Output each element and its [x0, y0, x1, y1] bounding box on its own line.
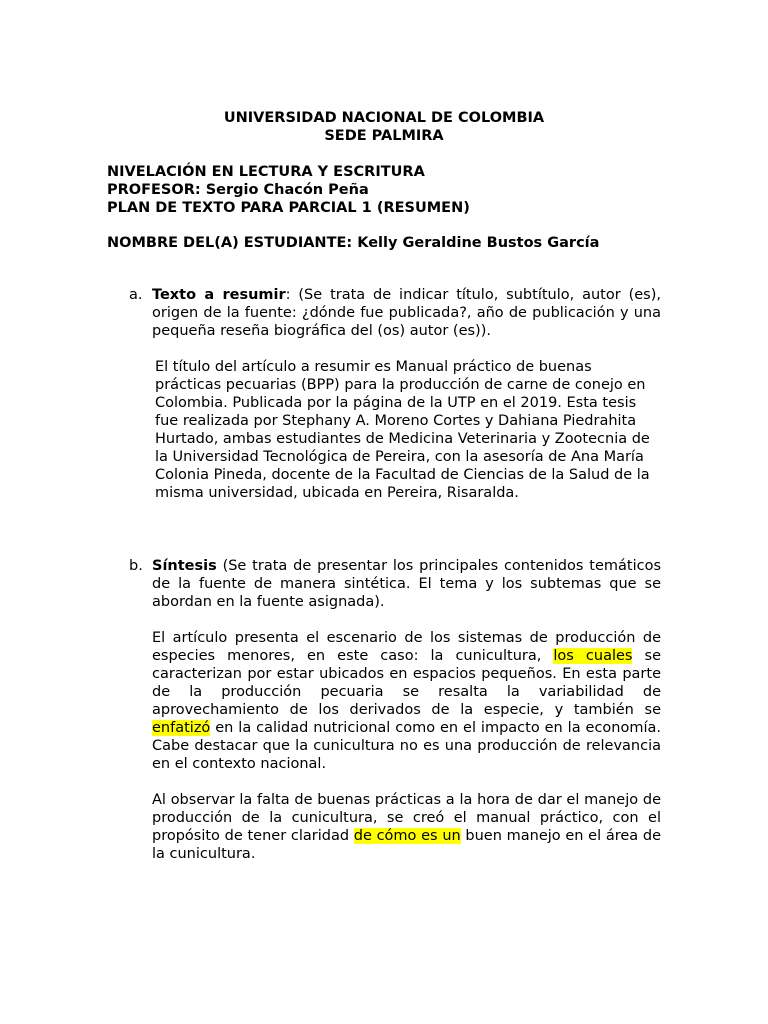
item-b-instruction-text: (Se trata de presentar los principales contenidos temáticos de la fuente de manera sintética. El tema y los subtemas que se abordan en la fuente asignada).: [152, 558, 661, 610]
course-title: NIVELACIÓN EN LECTURA Y ESCRITURA: [107, 164, 425, 180]
p2-text-2: buen manejo en el área de la cunicultura.: [152, 828, 662, 862]
list-item-b: [129, 557, 662, 863]
highlight-enfatizo: enfatizó: [152, 720, 211, 736]
course-info: [107, 163, 667, 217]
p1-text-3: en la calidad nutricional como en el impacto en la economía. Cabe destacar que la cunicultura no es una producción de relevancia en el contexto nacional.: [152, 720, 661, 772]
p1-text-2: se caracterizan por estar ubicados en espacios pequeños. En esta parte de la producción pecuaria se resalta la variabilidad de aprovechamiento de los derivados de la especie, y también se: [152, 648, 661, 718]
list-marker-b: b.: [129, 558, 143, 574]
item-b-paragraph-2: [152, 791, 661, 863]
highlight-los-cuales: los cuales: [553, 648, 633, 664]
p1-text-1: El artículo presenta el escenario de los sistemas de producción de especies menores, en este caso: la cunicultura,: [152, 630, 661, 664]
document-header: [0, 109, 768, 145]
highlight-de-como-es-un: de cómo es un: [353, 828, 461, 844]
p2-text-1: Al observar la falta de buenas prácticas a la hora de dar el manejo de producción de la cunicultura, se creó el manual práctico, con el propósito de tener claridad: [152, 792, 661, 844]
student-name: NOMBRE DEL(A) ESTUDIANTE: Kelly Geraldine Bustos García: [107, 235, 600, 251]
item-b-label: Síntesis: [152, 558, 217, 574]
plan-line: PLAN DE TEXTO PARA PARCIAL 1 (RESUMEN): [107, 200, 470, 216]
item-a-answer: El título del artículo a resumir es Manual práctico de buenas prácticas pecuarias (BPP) para la producción de carne de conejo en Colombia. Publicada por la página de la UTP en el 2019. Esta tesis fue realizada por Stephany A. Moreno Cortes y Dahiana Piedrahita Hurtado, ambas estudiantes de Medicina Veterinaria y Zootecnia de la Universidad Tecnológica de Pereira, con la asesoría de Ana María Colonia Pineda, docente de la Facultad de Ciencias de la Salud de la misma universidad, ubicada en Pereira, Risaralda.: [155, 359, 650, 501]
professor-line: PROFESOR: Sergio Chacón Peña: [107, 182, 369, 198]
list-item-a: [129, 286, 661, 502]
item-b-paragraph-1: [152, 629, 661, 773]
item-a-instruction: [152, 286, 661, 340]
item-b-instruction: [152, 557, 661, 611]
university-name: UNIVERSIDAD NACIONAL DE COLOMBIA: [223, 110, 545, 126]
item-a-instruction-text: : (Se trata de indicar título, subtítulo, autor (es), origen de la fuente: ¿dónde fue publicada?, año de publicación y una pequeña reseña biográfica del (os) autor (es)).: [152, 287, 661, 339]
list-marker-a: a.: [129, 287, 143, 303]
item-a-label: Texto a resumir: [152, 287, 286, 303]
campus-name: SEDE PALMIRA: [324, 128, 444, 144]
